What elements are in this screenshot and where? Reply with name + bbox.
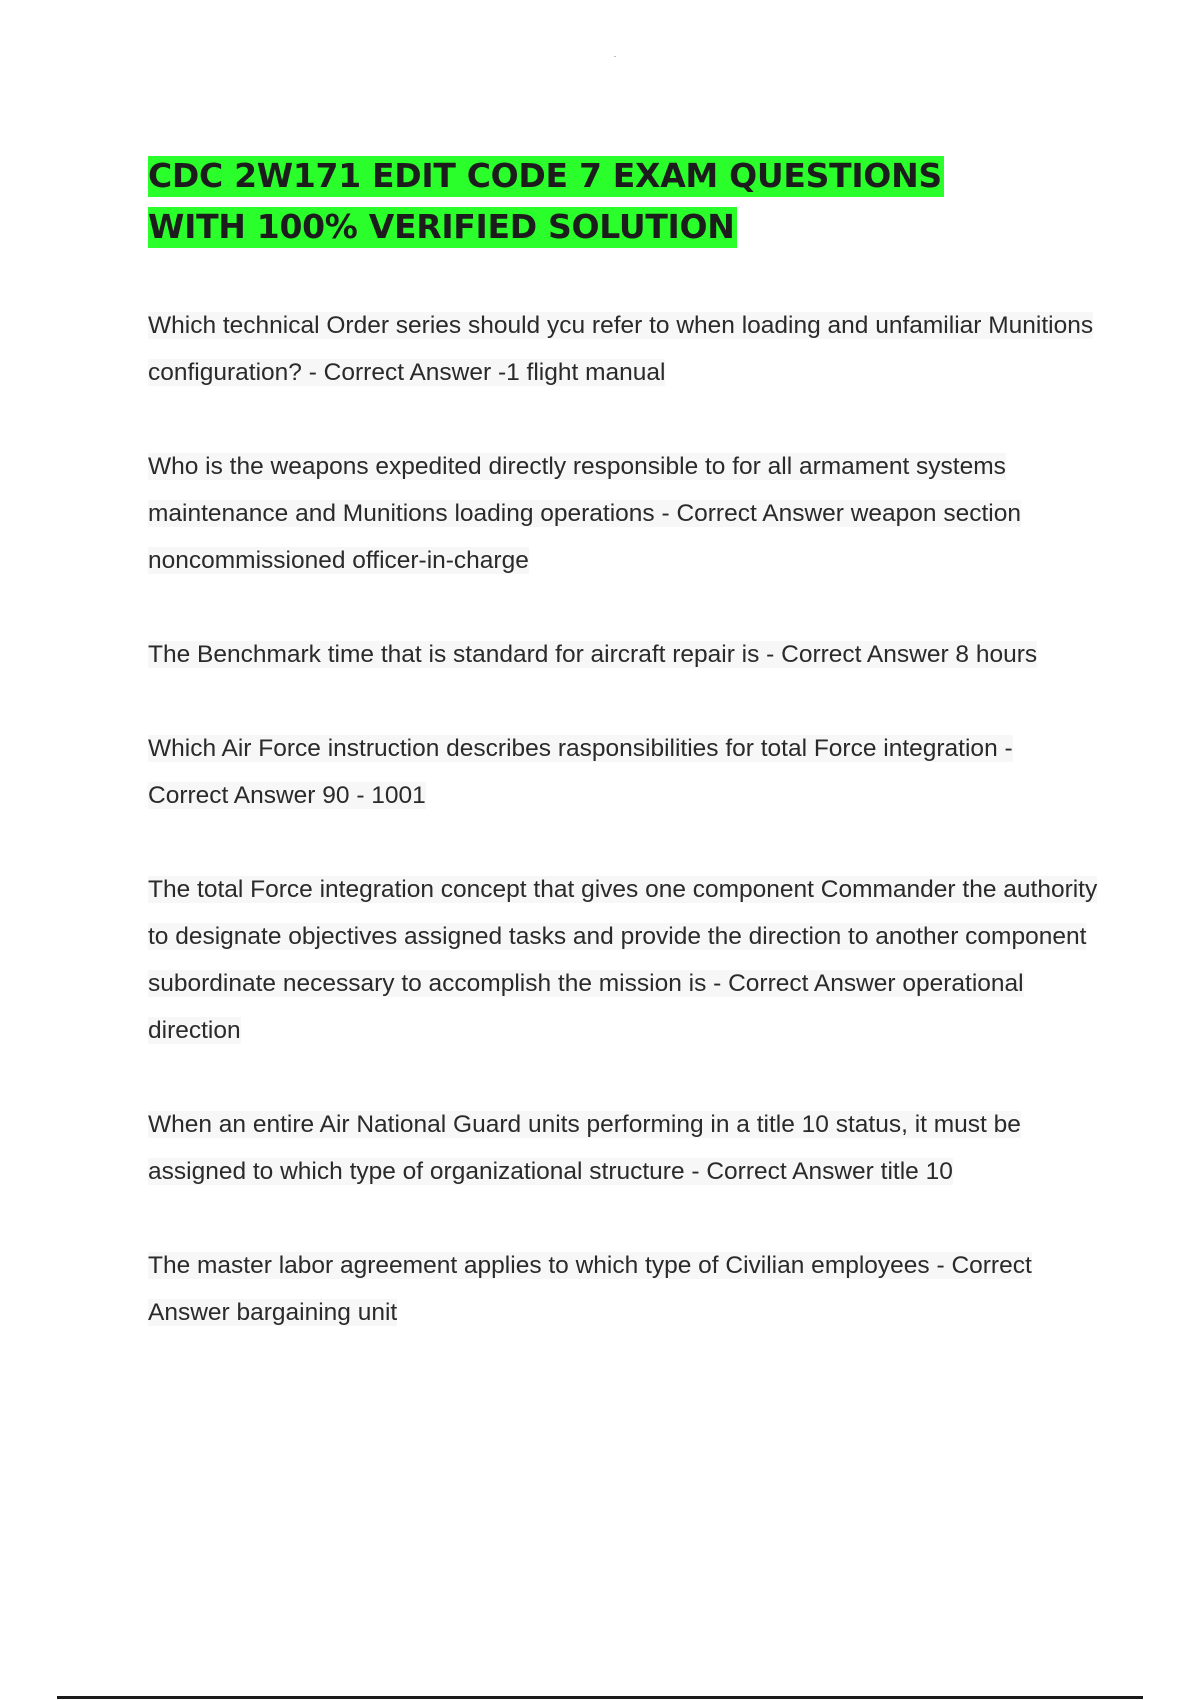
scan-speck (614, 56, 616, 57)
qa-text: When an entire Air National Guard units performing in a title 10 status, it must be assigned to which type of organizational structure - Correct Answer title 10 (148, 1111, 1021, 1185)
qa-text: Which Air Force instruction describes rasponsibilities for total Force integration - Correct Answer 90 - 1001 (148, 735, 1013, 809)
qa-item (148, 725, 1098, 819)
qa-text: The master labor agreement applies to which type of Civilian employees - Correct Answer bargaining unit (148, 1252, 1032, 1326)
qa-text: Which technical Order series should ycu refer to when loading and unfamiliar Munitions configuration? - Correct Answer -1 flight manual (148, 312, 1094, 386)
footer-rule (57, 1696, 1143, 1699)
qa-item (148, 631, 1098, 678)
title-highlight: CDC 2W171 EDIT CODE 7 EXAM QUESTIONS WITH 100% VERIFIED SOLUTION (148, 156, 942, 246)
qa-item (148, 1242, 1098, 1336)
qa-item (148, 302, 1098, 396)
document-title (148, 150, 1048, 252)
qa-item (148, 866, 1098, 1054)
qa-text: Who is the weapons expedited directly responsible to for all armament systems maintenance and Munitions loading operations - Correct Answer weapon section noncommissioned officer-in-charge (148, 453, 1021, 574)
question-answer-list (148, 302, 1098, 1383)
qa-item (148, 443, 1098, 584)
qa-text: The Benchmark time that is standard for aircraft repair is - Correct Answer 8 hours (148, 641, 1038, 668)
qa-text: The total Force integration concept that gives one component Commander the authority to designate objectives assigned tasks and provide the direction to another component subordinate necessary to accomplish the mission is - Correct Answer operational direction (148, 876, 1098, 1044)
qa-item (148, 1101, 1098, 1195)
